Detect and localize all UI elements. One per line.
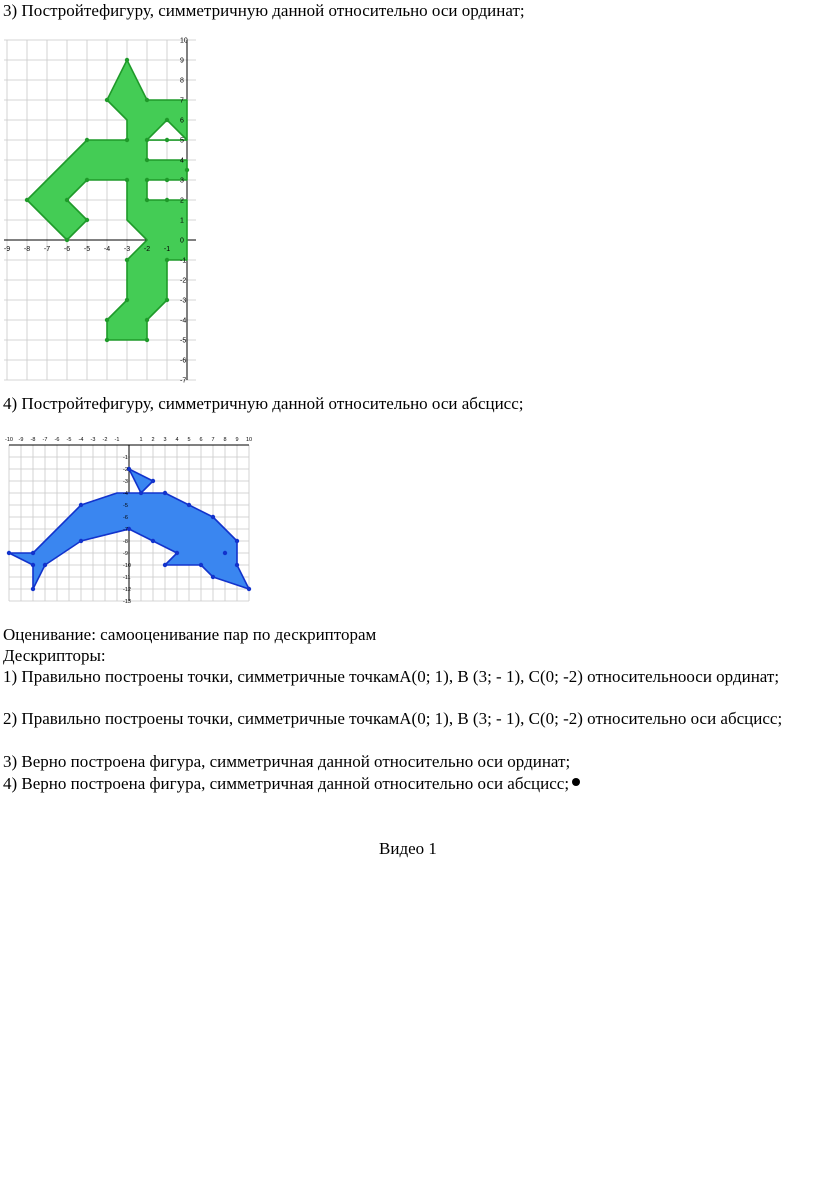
- descriptor-4: 4) Верно построена фигура, симметричная данной относительно оси абсцисс;: [3, 774, 570, 793]
- data-point: [151, 479, 155, 483]
- data-point: [199, 563, 203, 567]
- x-tick-label: 9: [235, 437, 239, 443]
- y-tick-label: 3: [180, 177, 184, 185]
- y-tick-label: -5: [123, 502, 128, 509]
- y-tick-label: -4: [123, 490, 128, 497]
- data-point: [145, 198, 149, 202]
- x-tick-label: -7: [43, 246, 51, 253]
- data-point: [145, 178, 149, 182]
- data-point: [105, 98, 109, 102]
- data-point: [211, 515, 215, 519]
- x-tick-label: 1: [139, 437, 143, 443]
- x-tick-label: -5: [83, 246, 91, 253]
- data-point: [145, 98, 149, 102]
- x-tick-label: -4: [78, 437, 84, 443]
- green-figure-chart: [4, 26, 196, 386]
- y-tick-label: 8: [180, 77, 184, 85]
- x-tick-label: 10: [245, 437, 253, 443]
- data-point: [139, 491, 143, 495]
- data-point: [105, 338, 109, 342]
- y-tick-label: 1: [180, 217, 184, 225]
- y-tick-label: 4: [180, 157, 184, 165]
- data-point: [145, 338, 149, 342]
- data-point: [175, 551, 179, 555]
- data-point: [25, 198, 29, 202]
- data-point: [7, 551, 11, 555]
- video-label: Видео 1: [379, 839, 437, 858]
- data-point: [247, 587, 251, 591]
- y-tick-label: 2: [180, 197, 184, 205]
- data-point: [125, 298, 129, 302]
- x-tick-label: 3: [163, 437, 167, 443]
- x-tick-label: -9: [4, 246, 11, 253]
- data-point: [235, 563, 239, 567]
- y-tick-label: 10: [180, 37, 188, 45]
- data-point: [85, 138, 89, 142]
- y-tick-label: -4: [180, 317, 187, 325]
- x-tick-label: 8: [223, 437, 227, 443]
- y-tick-label: 6: [180, 117, 184, 125]
- data-point: [165, 298, 169, 302]
- x-tick-label: -3: [123, 246, 131, 253]
- data-point: [65, 198, 69, 202]
- data-point: [79, 539, 83, 543]
- y-tick-label: -3: [180, 297, 187, 305]
- y-tick-label: -2: [123, 466, 128, 473]
- y-tick-label: 0: [180, 237, 184, 245]
- y-tick-label: -5: [180, 337, 187, 345]
- data-point: [85, 218, 89, 222]
- descriptor-2: 2) Правильно построены точки, симметричные точкамА(0; 1), В (3; - 1), С(0; -2) относительно оси абсцисс;: [3, 709, 783, 728]
- data-point: [187, 503, 191, 507]
- x-tick-label: -6: [54, 437, 60, 443]
- y-tick-label: -2: [180, 277, 187, 285]
- data-point: [125, 138, 129, 142]
- data-point: [31, 563, 35, 567]
- data-point: [31, 551, 35, 555]
- data-point: [151, 539, 155, 543]
- descriptor-3: 3) Верно построена фигура, симметричная данной относительно оси ординат;: [3, 752, 571, 771]
- x-tick-label: 4: [175, 437, 179, 443]
- y-tick-label: -13: [123, 598, 131, 605]
- x-tick-label: -10: [5, 437, 13, 443]
- data-point: [165, 258, 169, 262]
- descriptor-4-row: [3, 774, 580, 794]
- x-tick-label: -2: [143, 246, 151, 253]
- x-tick-label: -7: [42, 437, 48, 443]
- y-tick-label: -11: [123, 574, 131, 581]
- x-tick-label: 5: [187, 437, 191, 443]
- data-point: [85, 178, 89, 182]
- data-point: [211, 575, 215, 579]
- data-point: [125, 258, 129, 262]
- y-tick-label: -1: [123, 454, 128, 461]
- y-tick-label: -9: [123, 550, 128, 557]
- x-tick-label: 6: [199, 437, 203, 443]
- data-point: [31, 587, 35, 591]
- y-tick-label: -6: [123, 514, 128, 521]
- data-point: [165, 118, 169, 122]
- data-point: [105, 318, 109, 322]
- data-point: [125, 58, 129, 62]
- y-tick-label: -3: [123, 478, 128, 485]
- data-point: [165, 178, 169, 182]
- data-point: [165, 198, 169, 202]
- y-tick-label: -7: [180, 377, 187, 385]
- task3-text: 3) Постройтефигуру, симметричную данной относительно оси ординат;: [3, 1, 525, 20]
- data-point: [145, 158, 149, 162]
- x-tick-label: -5: [66, 437, 72, 443]
- data-point: [223, 551, 227, 555]
- blue-dolphin-chart: [4, 417, 262, 623]
- y-tick-label: -1: [180, 257, 187, 265]
- x-tick-label: -2: [102, 437, 108, 443]
- data-point: [165, 138, 169, 142]
- data-point: [235, 539, 239, 543]
- data-point: [65, 238, 69, 242]
- y-tick-label: 7: [180, 97, 184, 105]
- figure-blue-dolphin: [4, 417, 262, 623]
- x-tick-label: -6: [63, 246, 71, 253]
- y-tick-label: -12: [123, 586, 131, 593]
- x-tick-label: -9: [18, 437, 24, 443]
- data-point: [163, 491, 167, 495]
- figure-green-symmetry: [4, 26, 196, 386]
- x-tick-label: -3: [90, 437, 96, 443]
- descriptors-label: Дескрипторы:: [3, 646, 106, 665]
- y-tick-label: 9: [180, 57, 184, 65]
- data-point: [79, 503, 83, 507]
- data-point: [43, 563, 47, 567]
- x-tick-label: -8: [23, 246, 31, 253]
- bullet-icon: [572, 778, 580, 786]
- y-tick-label: -8: [123, 538, 128, 545]
- y-tick-label: -7: [123, 526, 128, 533]
- x-tick-label: 2: [151, 437, 155, 443]
- data-point: [185, 168, 189, 172]
- y-tick-label: 5: [180, 137, 184, 145]
- x-tick-label: -1: [163, 246, 171, 253]
- assessment-title: Оценивание: самооценивание пар по дескрипторам: [3, 625, 377, 644]
- data-point: [163, 563, 167, 567]
- data-point: [145, 138, 149, 142]
- task4-text: 4) Постройтефигуру, симметричную данной относительно оси абсцисс;: [3, 394, 524, 413]
- x-tick-label: -4: [103, 246, 111, 253]
- x-tick-label: -1: [114, 437, 120, 443]
- data-point: [125, 178, 129, 182]
- y-tick-label: -6: [180, 357, 187, 365]
- x-tick-label: 7: [211, 437, 215, 443]
- data-point: [145, 318, 149, 322]
- y-tick-label: -10: [123, 562, 131, 569]
- descriptor-1: 1) Правильно построены точки, симметричные точкамА(0; 1), В (3; - 1), С(0; -2) относительнооси ординат;: [3, 667, 780, 686]
- x-tick-label: -8: [30, 437, 36, 443]
